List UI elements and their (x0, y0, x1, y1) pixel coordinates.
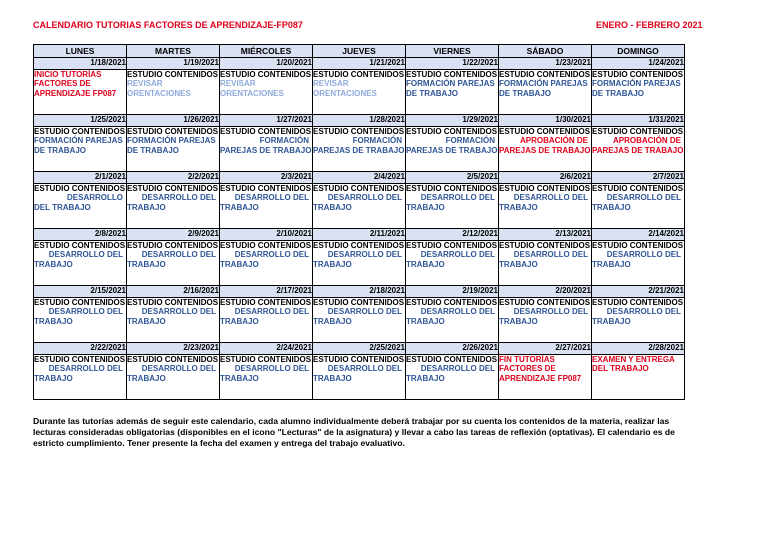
cell-line: ESTUDIO CONTENIDOS (313, 184, 405, 193)
cell-line: DESARROLLO DEL (420, 307, 495, 317)
cell-line: ESTUDIO CONTENIDOS (220, 241, 312, 250)
day-cell (499, 355, 592, 400)
cell-line: ESTUDIO CONTENIDOS (127, 355, 219, 364)
weekday-lunes: LUNES (34, 45, 127, 58)
footer-note: Durante las tutorías además de seguir este calendario, cada alumno individualmente deberá trabajar por su cuenta los contenidos de la materia, realizar las lecturas consideradas obligatorias (disponibles en el icono "Lecturas" de la asignatura) y llevar a cabo las tareas de reflexión (optativas). El calendario es de estricto cumplimiento. Tener presente la fecha del examen y entrega del trabajo evaluativo. (33, 416, 675, 449)
day-cell (34, 355, 127, 400)
cell-line: TRABAJO (220, 316, 259, 326)
day-cell (34, 298, 127, 343)
content-row (34, 127, 685, 172)
day-cell (127, 355, 220, 400)
cell-line: FORMACIÓN PAREJAS (592, 79, 681, 89)
date-cell: 1/18/2021 (34, 58, 127, 70)
cell-line: DE TRABAJO (592, 88, 645, 98)
day-cell (406, 127, 499, 172)
cell-line: TRABAJO (313, 316, 352, 326)
cell-line: TRABAJO (313, 373, 352, 383)
date-cell: 1/19/2021 (127, 58, 220, 70)
date-cell: 2/6/2021 (499, 172, 592, 184)
cell-line: TRABAJO (406, 259, 445, 269)
date-row (34, 286, 685, 298)
date-cell: 1/28/2021 (313, 115, 406, 127)
cell-line: ESTUDIO CONTENIDOS (406, 241, 498, 250)
day-cell (406, 355, 499, 400)
cell-line: ESTUDIO CONTENIDOS (592, 184, 684, 193)
date-cell: 2/13/2021 (499, 229, 592, 241)
day-cell (127, 241, 220, 286)
cell-line: ESTUDIO CONTENIDOS (34, 241, 126, 250)
cell-line: ESTUDIO CONTENIDOS (406, 355, 498, 364)
cell-line: ESTUDIO CONTENIDOS (127, 70, 219, 79)
day-cell (220, 241, 313, 286)
cell-line: DESARROLLO DEL (327, 250, 402, 260)
content-row (34, 355, 685, 400)
date-cell: 1/31/2021 (592, 115, 685, 127)
weekday-martes: MARTES (127, 45, 220, 58)
calendar-title: CALENDARIO TUTORIAS FACTORES DE APRENDIZAJE-FP087 (33, 20, 303, 30)
cell-line: DEL TRABAJO (34, 202, 91, 212)
cell-line: ESTUDIO CONTENIDOS (313, 298, 405, 307)
date-cell: 2/14/2021 (592, 229, 685, 241)
cell-line: FORMACIÓN PAREJAS (34, 136, 123, 146)
cell-line: TRABAJO (34, 259, 73, 269)
cell-line: APROBACIÓN DE (612, 136, 681, 146)
day-cell (406, 241, 499, 286)
content-row (34, 241, 685, 286)
day-cell (127, 70, 220, 115)
day-cell (592, 241, 685, 286)
date-cell: 2/26/2021 (406, 343, 499, 355)
date-cell: 1/24/2021 (592, 58, 685, 70)
cell-line: ORENTACIONES (127, 88, 191, 98)
date-cell: 2/23/2021 (127, 343, 220, 355)
cell-line: DESARROLLO DEL (513, 250, 588, 260)
content-row (34, 70, 685, 115)
cell-line: DE TRABAJO (499, 88, 552, 98)
date-cell: 2/27/2021 (499, 343, 592, 355)
cell-line: DESARROLLO DEL (513, 193, 588, 203)
day-cell (220, 127, 313, 172)
cell-line: ESTUDIO CONTENIDOS (34, 127, 126, 136)
day-cell (406, 184, 499, 229)
day-cell (592, 298, 685, 343)
cell-line: DESARROLLO DEL (48, 364, 123, 374)
date-row (34, 172, 685, 184)
day-cell (127, 127, 220, 172)
day-cell (313, 298, 406, 343)
weekday-viernes: VIERNES (406, 45, 499, 58)
cell-line: INICIO TUTORÍAS (34, 70, 102, 79)
date-cell: 2/2/2021 (127, 172, 220, 184)
date-cell: 1/22/2021 (406, 58, 499, 70)
cell-line: ESTUDIO CONTENIDOS (592, 127, 684, 136)
day-cell (499, 70, 592, 115)
cell-line: DESARROLLO DEL (420, 250, 495, 260)
cell-line: ESTUDIO CONTENIDOS (592, 298, 684, 307)
cell-line: REVISAR (313, 79, 349, 89)
cell-line: TRABAJO (499, 316, 538, 326)
cell-line: DESARROLLO DEL (141, 307, 216, 317)
day-cell (313, 241, 406, 286)
date-cell: 1/30/2021 (499, 115, 592, 127)
cell-line: ESTUDIO CONTENIDOS (313, 127, 405, 136)
cell-line: ESTUDIO CONTENIDOS (499, 70, 591, 79)
cell-line: FORMACIÓN (259, 136, 309, 146)
weekday-miercoles: MIÉRCOLES (220, 45, 313, 58)
cell-line: TRABAJO (127, 202, 166, 212)
cell-line: DESARROLLO DEL (141, 250, 216, 260)
day-cell (406, 298, 499, 343)
cell-line: TRABAJO (220, 202, 259, 212)
date-row (34, 115, 685, 127)
day-cell (313, 355, 406, 400)
cell-line: ESTUDIO CONTENIDOS (127, 298, 219, 307)
date-cell: 2/22/2021 (34, 343, 127, 355)
date-row (34, 229, 685, 241)
cell-line: TRABAJO (592, 316, 631, 326)
date-cell: 2/18/2021 (313, 286, 406, 298)
cell-line: DESARROLLO DEL (606, 250, 681, 260)
cell-line: TRABAJO (406, 316, 445, 326)
date-cell: 2/8/2021 (34, 229, 127, 241)
cell-line: PAREJAS DE TRABAJO (313, 145, 405, 155)
day-cell (499, 127, 592, 172)
cell-line: DE TRABAJO (34, 145, 87, 155)
day-cell (592, 355, 685, 400)
weekday-header-row (34, 45, 685, 58)
day-cell (313, 184, 406, 229)
cell-line: TRABAJO (127, 259, 166, 269)
cell-line: ESTUDIO CONTENIDOS (499, 184, 591, 193)
cell-line: ESTUDIO CONTENIDOS (499, 241, 591, 250)
cell-line: TRABAJO (34, 316, 73, 326)
cell-line: TRABAJO (406, 202, 445, 212)
cell-line: PAREJAS DE TRABAJO (499, 145, 591, 155)
date-cell: 2/3/2021 (220, 172, 313, 184)
date-row (34, 343, 685, 355)
day-cell (34, 70, 127, 115)
day-cell (592, 184, 685, 229)
date-cell: 2/11/2021 (313, 229, 406, 241)
cell-line: DESARROLLO (67, 193, 123, 203)
cell-line: DESARROLLO DEL (234, 193, 309, 203)
cell-line: TRABAJO (313, 202, 352, 212)
cell-line: APRENDIZAJE FP087 (499, 373, 582, 383)
cell-line: FORMACIÓN (445, 136, 495, 146)
cell-line: REVISAR (220, 79, 256, 89)
cell-line: ESTUDIO CONTENIDOS (34, 184, 126, 193)
day-cell (220, 298, 313, 343)
date-cell: 2/25/2021 (313, 343, 406, 355)
date-cell: 2/15/2021 (34, 286, 127, 298)
date-cell: 1/20/2021 (220, 58, 313, 70)
day-cell (127, 184, 220, 229)
weekday-sabado: SÁBADO (499, 45, 592, 58)
content-row (34, 298, 685, 343)
cell-line: ESTUDIO CONTENIDOS (220, 298, 312, 307)
cell-line: ESTUDIO CONTENIDOS (127, 184, 219, 193)
calendar-table (33, 44, 685, 400)
cell-line: ESTUDIO CONTENIDOS (313, 241, 405, 250)
cell-line: FACTORES DE (34, 79, 91, 89)
cell-line: PAREJAS DE TRABAJO (220, 145, 312, 155)
day-cell (220, 184, 313, 229)
cell-line: TRABAJO (499, 259, 538, 269)
cell-line: TRABAJO (127, 316, 166, 326)
day-cell (592, 127, 685, 172)
cell-line: ESTUDIO CONTENIDOS (313, 355, 405, 364)
date-cell: 1/27/2021 (220, 115, 313, 127)
date-cell: 2/9/2021 (127, 229, 220, 241)
cell-line: DESARROLLO DEL (327, 193, 402, 203)
weekday-domingo: DOMINGO (592, 45, 685, 58)
day-cell (220, 70, 313, 115)
cell-line: DESARROLLO DEL (48, 307, 123, 317)
cell-line: TRABAJO (34, 373, 73, 383)
cell-line: ESTUDIO CONTENIDOS (127, 241, 219, 250)
date-cell: 2/5/2021 (406, 172, 499, 184)
calendar-body (34, 58, 685, 400)
cell-line: EXAMEN Y ENTREGA (592, 355, 675, 364)
cell-line: DESARROLLO DEL (48, 250, 123, 260)
cell-line: DESARROLLO DEL (606, 307, 681, 317)
cell-line: TRABAJO (592, 202, 631, 212)
cell-line: ESTUDIO CONTENIDOS (34, 298, 126, 307)
cell-line: DEL TRABAJO (592, 364, 649, 374)
cell-line: DESARROLLO DEL (234, 364, 309, 374)
cell-line: APRENDIZAJE FP087 (34, 88, 117, 98)
date-cell: 1/26/2021 (127, 115, 220, 127)
day-cell (34, 127, 127, 172)
cell-line: ESTUDIO CONTENIDOS (406, 70, 498, 79)
cell-line: DESARROLLO DEL (513, 307, 588, 317)
day-cell (499, 298, 592, 343)
cell-line: DESARROLLO DEL (606, 193, 681, 203)
cell-line: DESARROLLO DEL (327, 364, 402, 374)
date-row (34, 58, 685, 70)
cell-line: DESARROLLO DEL (420, 364, 495, 374)
date-cell: 1/23/2021 (499, 58, 592, 70)
cell-line: PAREJAS DE TRABAJO (406, 145, 498, 155)
cell-line: FIN TUTORÍAS (499, 355, 555, 364)
date-cell: 1/21/2021 (313, 58, 406, 70)
date-cell: 2/12/2021 (406, 229, 499, 241)
content-row (34, 184, 685, 229)
date-cell: 2/16/2021 (127, 286, 220, 298)
cell-line: ESTUDIO CONTENIDOS (406, 298, 498, 307)
weekday-jueves: JUEVES (313, 45, 406, 58)
cell-line: ESTUDIO CONTENIDOS (220, 70, 312, 79)
cell-line: TRABAJO (220, 259, 259, 269)
cell-line: DESARROLLO DEL (327, 307, 402, 317)
day-cell (313, 127, 406, 172)
day-cell (34, 241, 127, 286)
day-cell (499, 184, 592, 229)
cell-line: TRABAJO (313, 259, 352, 269)
date-cell: 2/7/2021 (592, 172, 685, 184)
cell-line: ESTUDIO CONTENIDOS (499, 298, 591, 307)
date-cell: 2/19/2021 (406, 286, 499, 298)
cell-line: REVISAR (127, 79, 163, 89)
day-cell (127, 298, 220, 343)
date-cell: 2/4/2021 (313, 172, 406, 184)
day-cell (34, 184, 127, 229)
cell-line: ESTUDIO CONTENIDOS (220, 184, 312, 193)
cell-line: PAREJAS DE TRABAJO (592, 145, 684, 155)
cell-line: ESTUDIO CONTENIDOS (592, 70, 684, 79)
cell-line: ESTUDIO CONTENIDOS (406, 184, 498, 193)
cell-line: ESTUDIO CONTENIDOS (220, 127, 312, 136)
date-cell: 2/20/2021 (499, 286, 592, 298)
cell-line: DESARROLLO DEL (234, 307, 309, 317)
date-cell: 2/1/2021 (34, 172, 127, 184)
cell-line: DESARROLLO DEL (141, 193, 216, 203)
cell-line: ESTUDIO CONTENIDOS (220, 355, 312, 364)
date-cell: 2/24/2021 (220, 343, 313, 355)
cell-line: DE TRABAJO (406, 88, 459, 98)
cell-line: ESTUDIO CONTENIDOS (406, 127, 498, 136)
cell-line: ESTUDIO CONTENIDOS (592, 241, 684, 250)
day-cell (499, 241, 592, 286)
cell-line: TRABAJO (127, 373, 166, 383)
cell-line: APROBACIÓN DE (519, 136, 588, 146)
cell-line: TRABAJO (592, 259, 631, 269)
cell-line: DESARROLLO DEL (141, 364, 216, 374)
calendar-period: ENERO - FEBRERO 2021 (596, 20, 703, 30)
cell-line: ESTUDIO CONTENIDOS (34, 355, 126, 364)
day-cell (592, 70, 685, 115)
day-cell (313, 70, 406, 115)
date-cell: 2/21/2021 (592, 286, 685, 298)
day-cell (220, 355, 313, 400)
date-cell: 2/28/2021 (592, 343, 685, 355)
cell-line: ESTUDIO CONTENIDOS (127, 127, 219, 136)
day-cell (406, 70, 499, 115)
cell-line: DESARROLLO DEL (234, 250, 309, 260)
cell-line: FORMACIÓN (352, 136, 402, 146)
date-cell: 1/25/2021 (34, 115, 127, 127)
cell-line: FORMACIÓN PAREJAS (406, 79, 495, 89)
date-cell: 2/10/2021 (220, 229, 313, 241)
cell-line: FORMACIÓN PAREJAS (127, 136, 216, 146)
cell-line: TRABAJO (220, 373, 259, 383)
cell-line: TRABAJO (499, 202, 538, 212)
cell-line: ESTUDIO CONTENIDOS (499, 127, 591, 136)
cell-line: DESARROLLO DEL (420, 193, 495, 203)
cell-line: DE TRABAJO (127, 145, 180, 155)
cell-line: FACTORES DE (499, 364, 556, 374)
date-cell: 1/29/2021 (406, 115, 499, 127)
cell-line: TRABAJO (406, 373, 445, 383)
date-cell: 2/17/2021 (220, 286, 313, 298)
cell-line: ESTUDIO CONTENIDOS (313, 70, 405, 79)
cell-line: FORMACIÓN PAREJAS (499, 79, 588, 89)
cell-line: ORENTACIONES (313, 88, 377, 98)
cell-line: ORENTACIONES (220, 88, 284, 98)
